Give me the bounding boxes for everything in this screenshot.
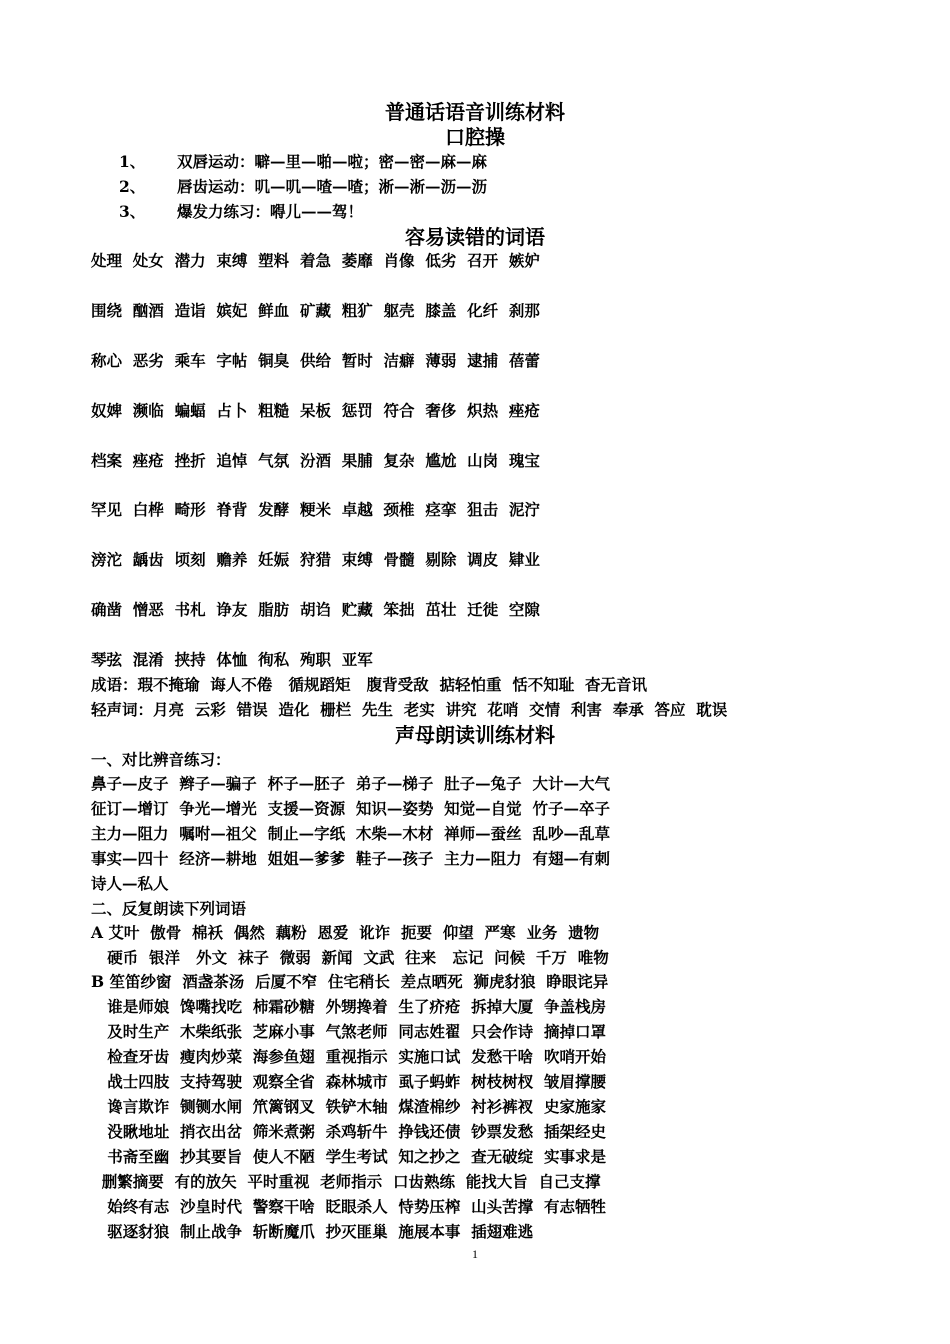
list-item-text: 双唇运动：噼—里—啪—啦；密—密—麻—麻 [177,152,488,171]
practice-row: 始终有志 沙皇时代 警察干啥 眨眼杀人 恃势压榨 山头苦撑 有志牺牲 [91,1197,606,1216]
section-heading: 一、对比辨音练习： [91,750,231,769]
practice-row: 谁是师娘 馋嘴找吃 柿霜砂糖 外甥搀着 生了疥疮 拆掉大厦 争盖栈房 [91,997,606,1016]
practice-row: 硬币 银洋 外文 袜子 微弱 新闻 文武 往来 忘记 问候 千万 唯物 [91,948,609,967]
practice-row: 删繁摘要 有的放矢 平时重视 老师指示 口齿熟练 能找大旨 自己支撑 [91,1172,601,1191]
mouth-exercise-title: 口腔操 [445,125,505,149]
word-row: 琴弦 混淆 挟持 体恤 徇私 殉职 亚军 [91,650,373,669]
practice-row: 驱逐豺狼 制止战争 斩断魔爪 抄灭匪巢 施展本事 插翅难逃 [91,1222,534,1241]
word-row: 称心 恶劣 乘车 字帖 铜臭 供给 暂时 洁癖 薄弱 逮捕 蓓蕾 [91,351,540,370]
mispronounced-words-title: 容易读错的词语 [405,225,545,249]
list-item-text: 唇齿运动：叽—叽—喳—喳；淅—淅—沥—沥 [177,177,488,196]
word-row: 奴婢 濒临 蝙蝠 占卜 粗糙 呆板 惩罚 符合 奢侈 炽热 痤疮 [91,401,540,420]
word-row: 档案 痤疮 挫折 追悼 气氛 汾酒 果脯 复杂 尴尬 山岗 瑰宝 [91,451,540,470]
section-heading: 二、反复朗读下列词语 [91,899,247,918]
main-title: 普通话语音训练材料 [385,100,565,124]
page-number: 1 [472,1247,478,1261]
practice-row: A 艾叶 傲骨 棉袄 偶然 藕粉 恩爱 讹诈 扼要 仰望 严寒 业务 遗物 [91,923,600,942]
idioms-row: 成语：瑕不掩瑜 诲人不倦 循规蹈矩 腹背受敌 掂轻怕重 恬不知耻 杳无音讯 [91,675,648,694]
contrast-row: 鼻子—皮子 辫子—骗子 杯子—胚子 弟子—梯子 肚子—兔子 大计—大气 [91,774,610,793]
practice-row: 检查牙齿 瘦肉炒菜 海参鱼翅 重视指示 实施口试 发愁干啥 吹哨开始 [91,1047,606,1066]
word-row: 罕见 白桦 畸形 脊背 发酵 粳米 卓越 颈椎 痉挛 狙击 泥泞 [91,500,540,519]
word-row: 滂沱 龋齿 顷刻 赡养 妊娠 狩猎 束缚 骨髓 剔除 调皮 肄业 [91,550,540,569]
initials-reading-title: 声母朗读训练材料 [395,723,555,747]
contrast-row: 诗人—私人 [91,874,169,893]
practice-row: 没瞅地址 捎衣出岔 筛米煮粥 杀鸡斩牛 挣钱还债 钞票发愁 插架经史 [91,1122,606,1141]
list-item-number: 1、 [119,152,146,171]
list-item-number: 3、 [119,202,146,221]
neutral-tone-row: 轻声词：月亮 云彩 错误 造化 栅栏 先生 老实 讲究 花哨 交情 利害 奉承 答应 耽误 [91,700,728,719]
practice-row: B 笙笛纱窗 酒盏茶汤 后厦不窄 住宅稍长 差点晒死 狮虎豺狼 睁眼诧异 [91,972,609,991]
contrast-row: 事实—四十 经济—耕地 姐姐—爹爹 鞋子—孩子 主力—阻力 有翅—有刺 [91,849,610,868]
practice-row: 谗言欺诈 铡铡水闸 笊篱钢叉 铁铲木轴 煤渣棉纱 衬衫裤衩 史家施家 [91,1097,606,1116]
practice-row: 及时生产 木柴纸张 芝麻小事 气煞老师 同志姓翟 只会作诗 摘掉口罩 [91,1022,606,1041]
practice-row: 书斋至幽 抄其要旨 使人不陋 学生考试 知之抄之 查无破绽 实事求是 [91,1147,606,1166]
contrast-row: 征订—增订 争光—增光 支援—资源 知识—姿势 知觉—自觉 竹子—卒子 [91,799,610,818]
list-item-number: 2、 [119,177,146,196]
list-item-text: 爆发力练习：嘚儿——驾！ [177,202,364,221]
contrast-row: 主力—阻力 嘱咐—祖父 制止—字纸 木柴—木材 禅师—蚕丝 乱吵—乱草 [91,824,610,843]
word-row: 处理 处女 潜力 束缚 塑料 着急 萎靡 肖像 低劣 召开 嫉妒 [91,251,540,270]
word-row: 围绕 酗酒 造诣 嫔妃 鲜血 矿藏 粗犷 躯壳 膝盖 化纤 刹那 [91,301,540,320]
word-row: 确凿 憎恶 书札 诤友 脂肪 胡诌 贮藏 笨拙 茁壮 迁徙 空隙 [91,600,540,619]
practice-row: 战士四肢 支持驾驶 观察全省 森林城市 虱子蚂蚱 树枝树杈 皱眉撑腰 [91,1072,606,1091]
